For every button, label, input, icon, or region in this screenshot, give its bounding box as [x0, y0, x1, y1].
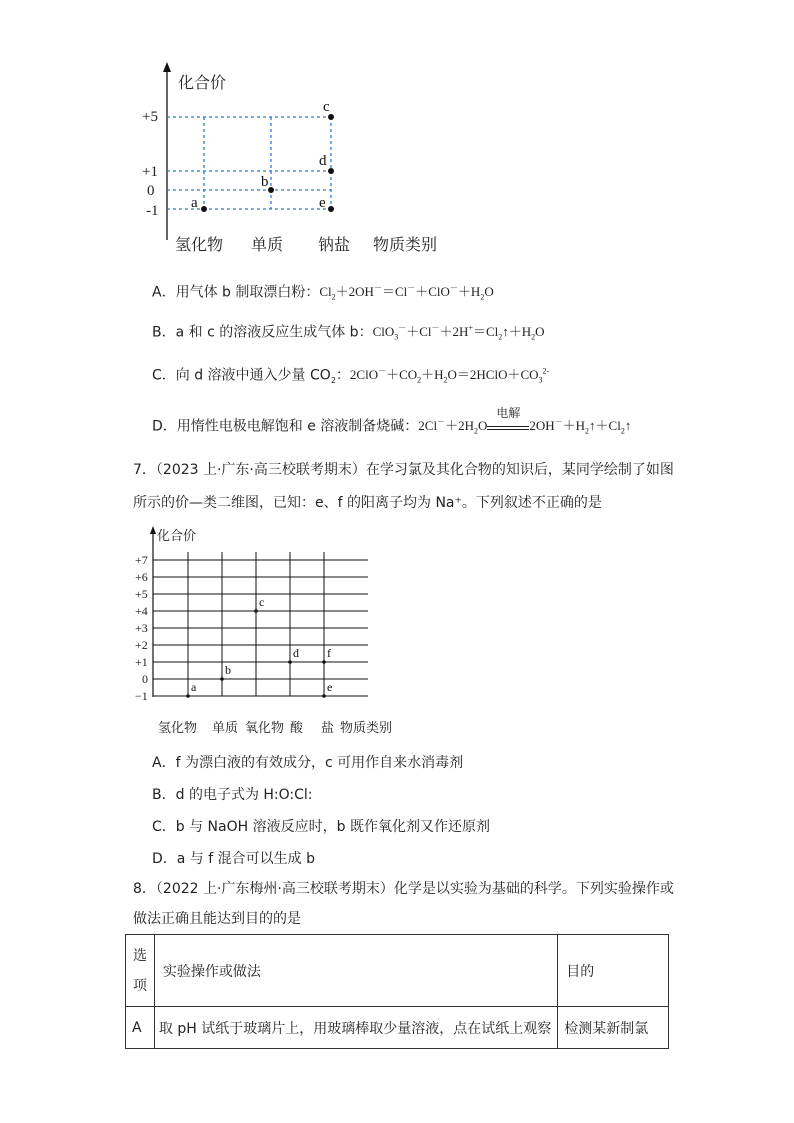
- q7-option-c: C．b 与 NaOH 溶液反应时，b 既作氧化剂又作还原剂: [152, 819, 490, 835]
- chart1-point-b: [268, 187, 274, 193]
- q7-stem-line2: 所示的价—类二维图，已知：e、f 的阳离子均为 Na⁺。下列叙述不正确的是: [133, 495, 602, 511]
- chart1-point-label: d: [319, 153, 327, 169]
- chart1-point-label: e: [319, 195, 326, 211]
- chart2-ytick: −1: [135, 689, 148, 703]
- chart2-point-f: [322, 660, 326, 664]
- chart2-xtick: 单质: [212, 721, 239, 736]
- q8-stem-line2: 做法正确且能达到目的的是: [133, 911, 301, 927]
- chart2-ytick: +1: [135, 655, 148, 669]
- chart1: [130, 60, 470, 260]
- table-row: [126, 1007, 669, 1049]
- chart2-points: [186, 595, 332, 698]
- q8-table: [125, 934, 669, 1049]
- chart2-ytick: +3: [135, 621, 148, 635]
- chart1-xtick: 氢化物: [175, 235, 224, 254]
- chart2-point-label: b: [225, 663, 231, 677]
- chart2-point-b: [220, 677, 224, 681]
- row-purpose: 检测某新制氯: [558, 1007, 669, 1049]
- table-header-row: [126, 935, 669, 1007]
- header-purpose: 目的: [558, 935, 669, 1007]
- chart1-ytick: 0: [147, 183, 155, 199]
- row-operation: 取 pH 试纸于玻璃片上，用玻璃棒取少量溶液，点在试纸上观察: [154, 1007, 557, 1049]
- chart1-xtick: 物质类别: [373, 235, 438, 254]
- chart1-ytick: -1: [146, 203, 159, 219]
- chart2-y-arrow: [150, 526, 156, 534]
- chart2-point-a: [186, 694, 190, 698]
- q7-option-d: D．a 与 f 混合可以生成 b: [152, 851, 315, 867]
- chart2-xtick: 酸: [290, 721, 304, 736]
- chart2: [130, 522, 410, 740]
- chart2-point-label: e: [327, 680, 333, 694]
- q7-option-b: B．d 的电子式为 H:O:Cl:: [152, 787, 313, 803]
- chart1-ylabel: 化合价: [178, 73, 227, 92]
- chart1-points: [191, 99, 334, 212]
- q6-option-b: B．a 和 c 的溶液反应生成气体 b：$ClO_3^-+Cl^-+2H^+=Cl_2↑+H_2O$: [152, 324, 545, 342]
- chart1-point-a: [201, 206, 207, 212]
- chart2-point-d: [288, 660, 292, 664]
- chart2-ytick: +2: [135, 638, 148, 652]
- q7-option-a: A．f 为漂白液的有效成分，c 可用作自来水消毒剂: [152, 755, 464, 771]
- q6-option-c: C．向 d 溶液中通入少量 $CO_2$：$2ClO^-+CO_2+H_2O=2HClO+CO_3^{2-}$: [152, 367, 550, 386]
- chart1-ytick: +1: [142, 164, 158, 180]
- chart1-point-label: c: [323, 99, 330, 115]
- chart1-ytick: +5: [142, 109, 158, 125]
- chart2-ylabel: 化合价: [157, 529, 197, 544]
- chart2-ytick: +6: [135, 570, 148, 584]
- row-option: A: [126, 1007, 155, 1049]
- chart2-ytick: +4: [135, 604, 148, 618]
- chart2-point-label: f: [327, 646, 331, 660]
- chart1-point-e: [328, 206, 334, 212]
- chart1-y-arrow: [163, 62, 171, 72]
- chart1-xtick: 单质: [251, 235, 284, 254]
- chart2-ytick: 0: [142, 672, 148, 686]
- q6-option-a: A．用气体 b 制取漂白粉：$Cl_2+2OH^-=Cl^-+ClO^-+H_2O$: [152, 284, 494, 302]
- chart2-point-label: c: [259, 595, 265, 609]
- chart2-ytick: +5: [135, 587, 148, 601]
- chart2-ytick: +7: [135, 553, 148, 567]
- chart2-point-label: d: [293, 646, 299, 660]
- chart2-point-e: [322, 694, 326, 698]
- electrolysis-condition: 电解: [496, 406, 521, 421]
- chart2-xtick: 氢化物: [158, 721, 198, 736]
- chart1-xtick: 钠盐: [318, 235, 351, 254]
- chart1-point-label: a: [191, 195, 198, 211]
- chart1-point-d: [328, 168, 334, 174]
- header-operation: 实验操作或做法: [154, 935, 557, 1007]
- chart2-point-label: a: [191, 680, 197, 694]
- chart2-gridlines: [153, 552, 368, 696]
- chart2-xtick: 物质类别: [340, 721, 393, 736]
- header-option: 选 项: [126, 935, 155, 1007]
- chart1-point-label: b: [261, 174, 269, 190]
- chart2-xtick: 氧化物: [245, 721, 285, 736]
- q8-stem-line1: 8．（2022 上·广东梅州·高三校联考期末）化学是以实验为基础的科学。下列实验操作或: [133, 881, 674, 897]
- chart2-point-c: [254, 609, 258, 613]
- q6-option-d: D．用惰性电极电解饱和 e 溶液制备烧碱：$2Cl^-+2H_2O$ 电解 $2OH^-+H_2↑+Cl_2↑$: [152, 406, 632, 436]
- q7-stem-line1: 7．（2023 上·广东·高三校联考期末）在学习氯及其化合物的知识后，某同学绘制了如图: [133, 462, 674, 478]
- chart2-xtick: 盐: [321, 721, 335, 736]
